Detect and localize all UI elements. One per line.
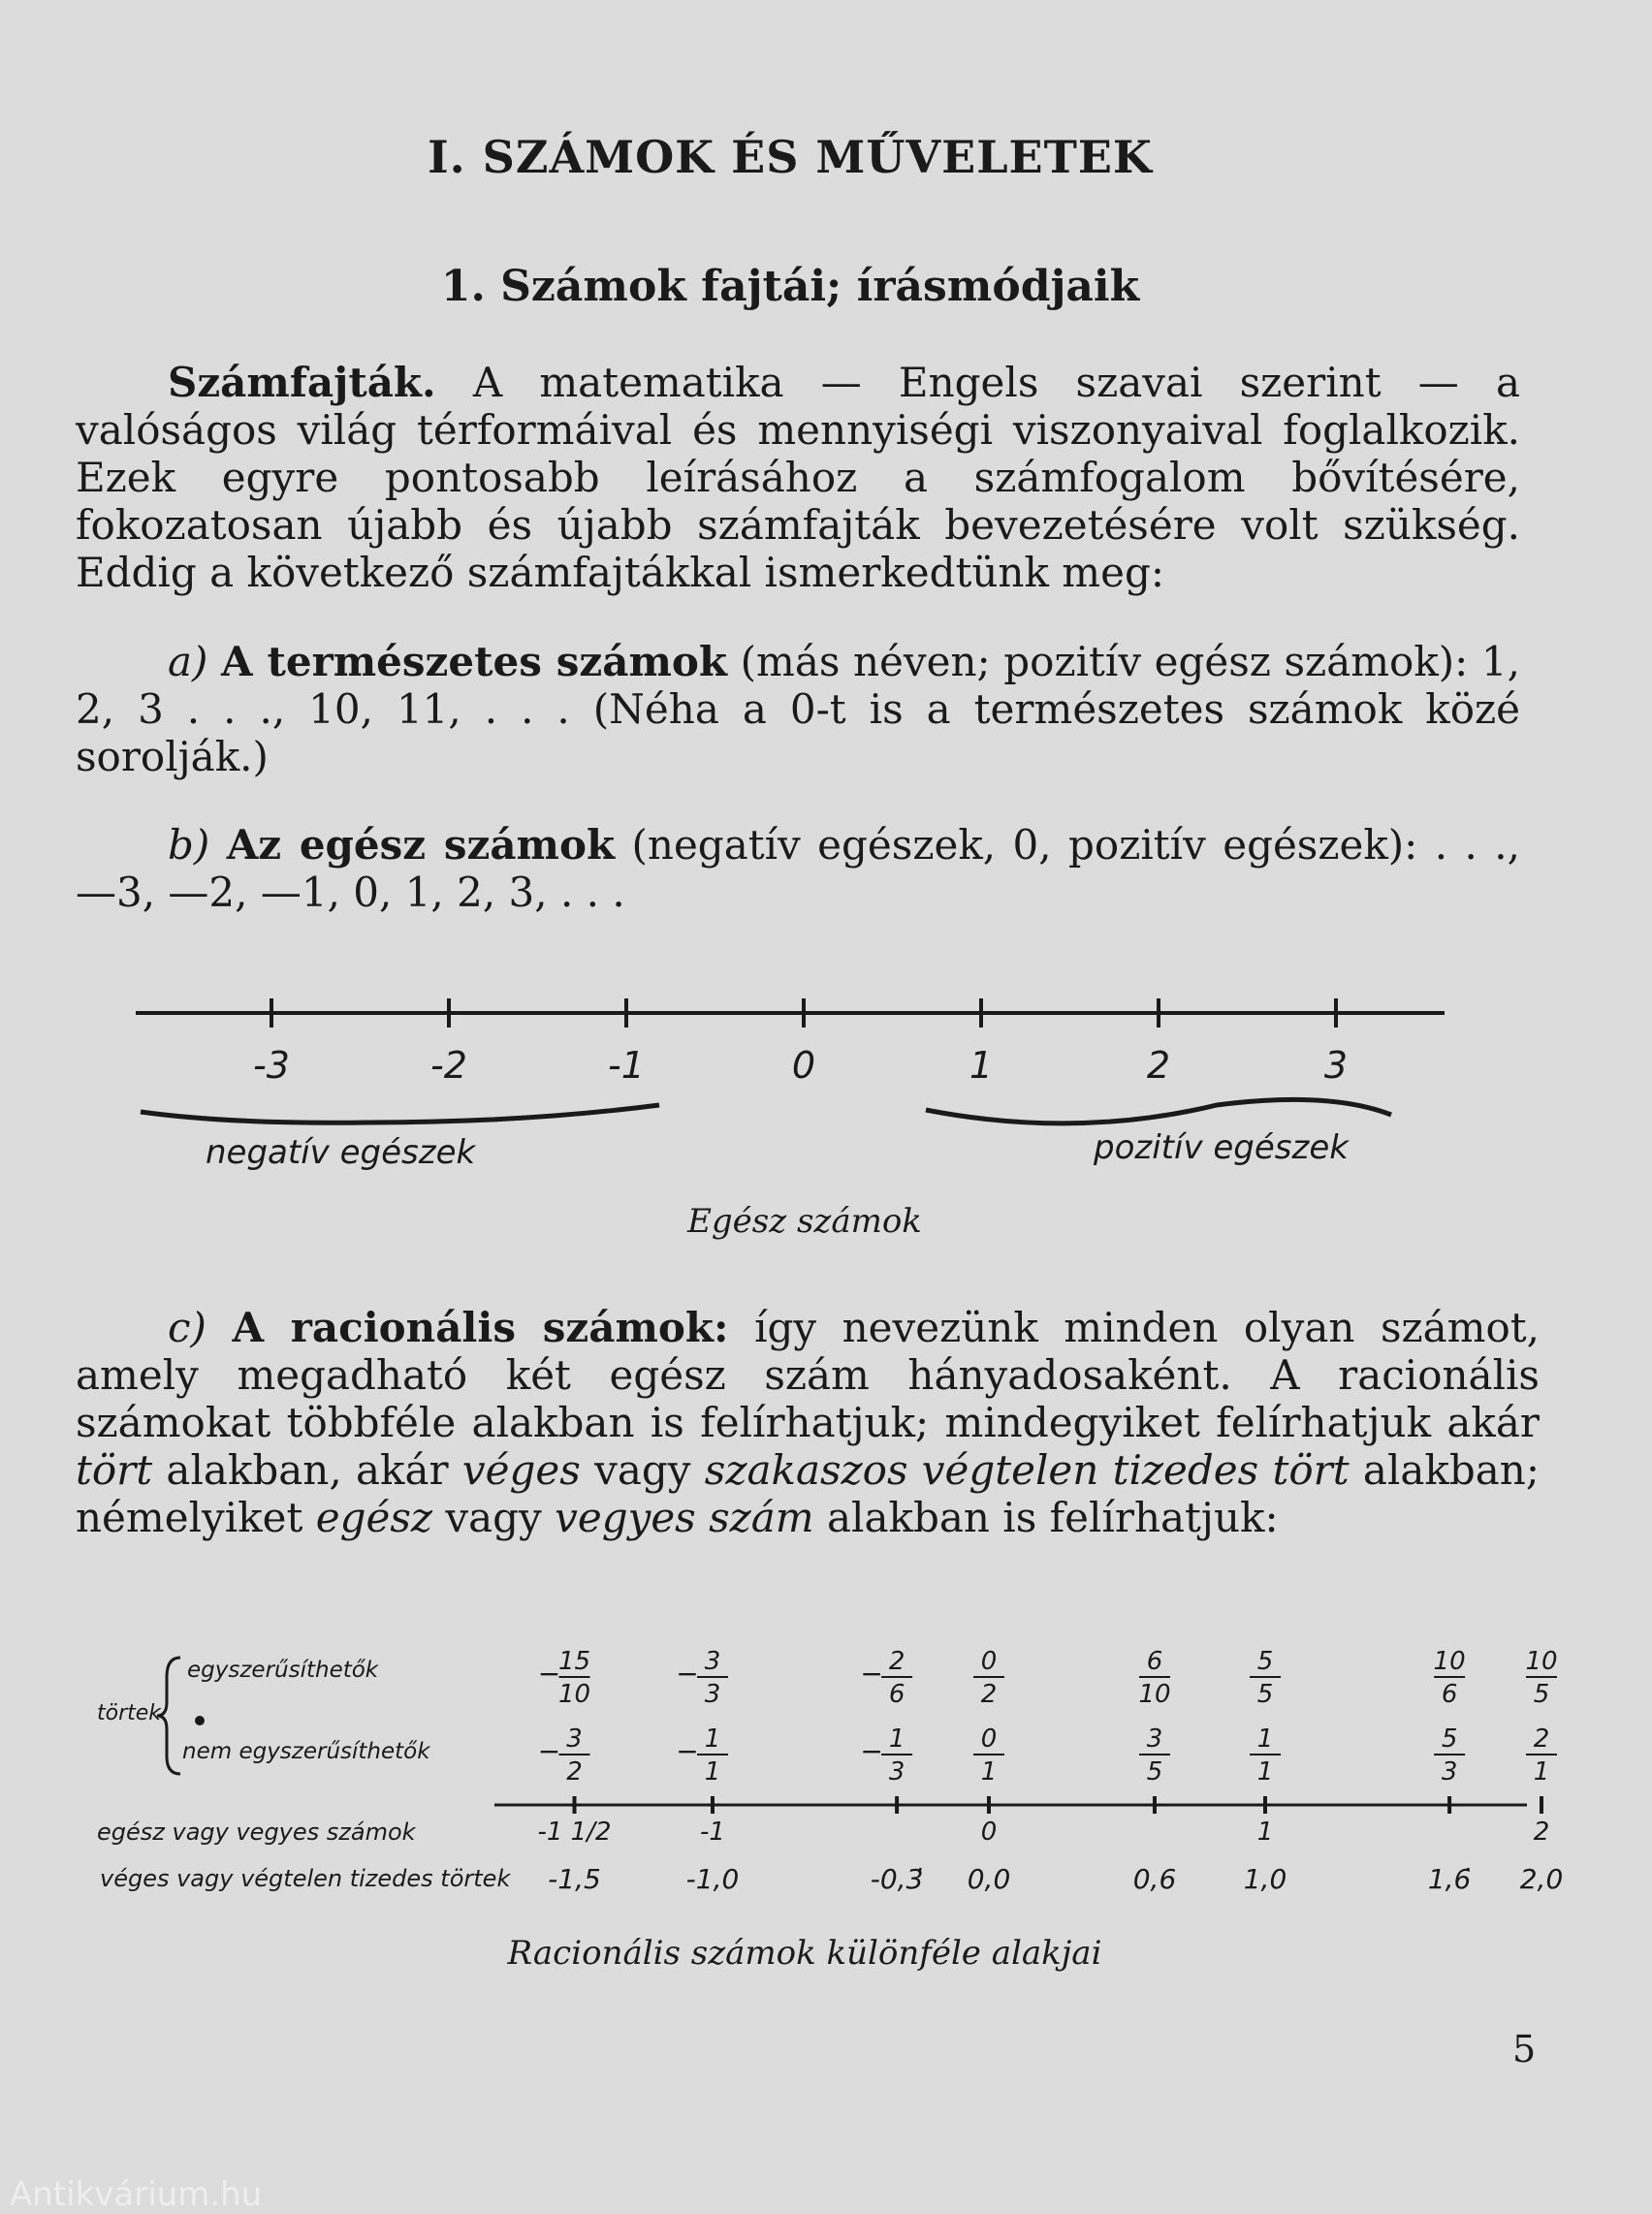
brace-dot — [195, 1716, 205, 1725]
decimal-value: 0,0 — [967, 1863, 1011, 1895]
page-number: 5 — [1512, 2028, 1537, 2071]
rational-columns — [537, 1647, 1563, 1895]
item-c-text-5: vagy — [445, 1494, 542, 1541]
row-label-fractions: törtek — [97, 1701, 162, 1725]
item-c-em-2: véges — [461, 1446, 581, 1494]
irreducible-fraction — [676, 1724, 728, 1787]
reducible-fraction — [676, 1647, 728, 1709]
rational-figure-caption: Racionális számok különféle alakjai — [507, 1934, 1102, 1973]
irreducible-fraction — [1526, 1724, 1557, 1787]
item-b-term: Az egész számok — [226, 821, 616, 869]
reducible-fraction — [1525, 1647, 1557, 1709]
denominator: 5 — [1256, 1680, 1274, 1709]
numerator: 6 — [1146, 1647, 1163, 1676]
numerator: 1 — [704, 1724, 721, 1754]
item-c-paragraph — [76, 1304, 1540, 1541]
decimal-value: 2,0 — [1519, 1863, 1564, 1895]
item-c-em-3: szakaszos végtelen tizedes tört — [704, 1446, 1350, 1494]
integer-tick-label: -2 — [430, 1044, 467, 1087]
item-a-label: a) — [168, 638, 208, 685]
item-c-em-4: egész — [315, 1494, 433, 1541]
integer-or-mixed-value: 2 — [1533, 1818, 1550, 1847]
item-c-label: c) — [168, 1304, 206, 1351]
item-c-em-1: tört — [76, 1446, 153, 1494]
item-b-text: (negatív egészek, 0, pozitív egészek): . . ., —3, —2, —1, 0, 1, 2, 3, . . . — [76, 821, 1520, 916]
reducible-fraction — [1434, 1647, 1466, 1709]
denominator: 3 — [888, 1757, 905, 1787]
reducible-fraction — [1138, 1647, 1170, 1709]
item-c-em-5: vegyes szám — [555, 1494, 814, 1541]
numerator: 2 — [888, 1647, 905, 1676]
numerator: 10 — [1433, 1647, 1466, 1676]
denominator: 10 — [1138, 1680, 1171, 1709]
numerator: 1 — [888, 1724, 905, 1754]
minus-sign: − — [537, 1735, 561, 1767]
negative-integers-label: negatív egészek — [206, 1133, 476, 1172]
numerator: 1 — [1256, 1724, 1274, 1754]
integer-or-mixed-value: -1 — [700, 1818, 725, 1847]
intro-text: A matematika — Engels szavai szerint — a valóságos világ térformáival és mennyiségi viszonyaival foglalkozik. Ezek egyre pontosabb leírásához a számfogalom bővítésére, fokozatosan újabb és újabb számfajták bevezetésére volt szükség. Eddig a következő számfajtákkal ismerkedtünk meg: — [76, 359, 1520, 596]
decimal-value: -1,0 — [685, 1863, 740, 1895]
integer-or-mixed-value: -1 1/2 — [537, 1818, 612, 1847]
item-b-paragraph — [76, 821, 1520, 916]
denominator: 6 — [1441, 1680, 1458, 1709]
denominator: 6 — [888, 1680, 905, 1709]
denominator: 1 — [1533, 1757, 1550, 1787]
item-c-text-6: alakban is felírhatjuk: — [827, 1494, 1279, 1541]
integer-tick-label: 3 — [1323, 1044, 1349, 1087]
denominator: 2 — [980, 1680, 998, 1709]
integer-or-mixed-value: 0 — [980, 1818, 998, 1847]
decimal-value: -0,3̇ — [870, 1863, 924, 1895]
irreducible-fraction — [973, 1724, 1004, 1787]
irreducible-fraction — [1139, 1724, 1170, 1787]
denominator: 2 — [566, 1757, 583, 1787]
denominator: 3 — [1441, 1757, 1458, 1787]
row-label-integer-mixed: egész vagy vegyes számok — [97, 1819, 416, 1846]
minus-sign: − — [537, 1658, 561, 1690]
reducible-fraction — [1250, 1647, 1281, 1709]
integer-tick-label: 0 — [791, 1044, 816, 1087]
reducible-fraction — [538, 1647, 590, 1709]
rational-numbers-figure — [0, 1638, 1652, 1919]
section-title: 1. Számok fajtái; írásmódjaik — [440, 262, 1140, 311]
denominator: 5 — [1533, 1680, 1550, 1709]
row-label-reducible: egyszerűsíthetők — [187, 1658, 379, 1683]
negative-brace — [141, 1105, 659, 1123]
minus-sign: − — [860, 1658, 883, 1690]
item-c-text-1: így nevezünk minden olyan számot, amely megadható két egész szám hányadosaként. A racionális számokat többféle alakban is felírhatjuk; mindegyiket felírhatjuk akár — [76, 1304, 1540, 1446]
decimal-value: 1,6̇ — [1427, 1863, 1472, 1895]
integer-or-mixed-value: 1 — [1256, 1818, 1274, 1847]
minus-sign: − — [676, 1658, 699, 1690]
decimal-value: 1,0 — [1243, 1863, 1287, 1895]
integer-tick-label: 2 — [1146, 1044, 1171, 1087]
denominator: 1 — [980, 1757, 998, 1787]
chapter-title: I. SZÁMOK ÉS MŰVELETEK — [428, 131, 1153, 183]
row-label-irreducible: nem egyszerűsíthetők — [182, 1739, 430, 1764]
fractions-brace — [157, 1658, 180, 1774]
item-c-text-4: alakban; némelyiket — [76, 1446, 1541, 1541]
denominator: 3 — [704, 1680, 721, 1709]
intro-lead: Számfajták. — [168, 359, 436, 406]
irreducible-fraction — [1434, 1724, 1465, 1787]
reducible-fraction — [973, 1647, 1004, 1709]
numerator: 3 — [704, 1647, 721, 1676]
decimal-value: 0,6 — [1132, 1863, 1177, 1895]
minus-sign: − — [676, 1735, 699, 1767]
numerator: 15 — [557, 1647, 591, 1676]
item-b-label: b) — [168, 821, 210, 869]
row-label-decimal: véges vagy végtelen tizedes törtek — [100, 1865, 511, 1892]
integer-tick-label: -1 — [608, 1044, 645, 1087]
positive-integers-label: pozitív egészek — [1094, 1128, 1349, 1167]
integer-figure-caption: Egész számok — [687, 1202, 922, 1241]
watermark: Antikvárium.hu — [10, 2175, 263, 2214]
numerator: 5 — [1441, 1724, 1458, 1754]
integer-tick-label: 1 — [969, 1044, 994, 1087]
numerator: 3 — [566, 1724, 583, 1754]
item-a-term: A természetes számok — [221, 638, 728, 685]
item-c-text-3: vagy — [594, 1446, 691, 1494]
item-c-term: A racionális számok: — [232, 1304, 729, 1351]
item-a-paragraph — [76, 638, 1520, 780]
decimal-value: -1,5 — [548, 1863, 601, 1895]
integer-tick-label: -3 — [253, 1044, 290, 1087]
numerator: 3 — [1146, 1724, 1163, 1754]
irreducible-fraction — [538, 1724, 590, 1787]
positive-brace — [926, 1099, 1391, 1123]
numerator: 10 — [1525, 1647, 1558, 1676]
numerator: 0 — [980, 1647, 998, 1676]
item-c-text-2: alakban, akár — [166, 1446, 449, 1494]
numerator: 2 — [1533, 1724, 1550, 1754]
denominator: 5 — [1146, 1757, 1163, 1787]
item-a-text: (más néven; pozitív egész számok): 1, 2, 3 . . ., 10, 11, . . . (Néha a 0-t is a természetes számok közé sorolják.) — [76, 638, 1520, 780]
denominator: 1 — [704, 1757, 721, 1787]
minus-sign: − — [860, 1735, 883, 1767]
numerator: 0 — [980, 1724, 998, 1754]
irreducible-fraction — [860, 1724, 912, 1787]
numerator: 5 — [1256, 1647, 1274, 1676]
intro-paragraph — [76, 359, 1520, 596]
denominator: 1 — [1256, 1757, 1274, 1787]
irreducible-fraction — [1250, 1724, 1281, 1787]
integer-number-line-figure — [0, 979, 1652, 1192]
denominator: 10 — [557, 1680, 591, 1709]
reducible-fraction — [860, 1647, 912, 1709]
